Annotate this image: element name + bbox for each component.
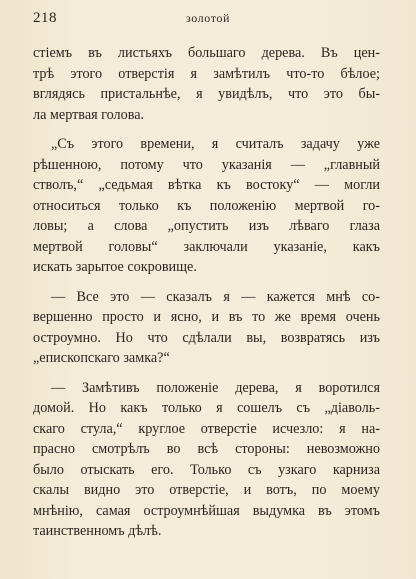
- text-line: было отыскать его. Только съ узкаго карниза: [33, 461, 380, 478]
- page-number: 218: [33, 10, 57, 26]
- text-line: ловы; а слова „опустить изъ лѣваго глаза: [33, 218, 380, 234]
- text-line: скалы видно это отверстіе, и вотъ, по моему: [33, 482, 380, 498]
- text-line: домой. Но какъ только я сошелъ съ „діаволь-: [33, 400, 380, 416]
- text-line: относиться только къ положенію мертвой го-: [33, 197, 380, 214]
- text-line: „епископскаго замка?“: [33, 350, 170, 366]
- text-line: „Съ этого времени, я считалъ задачу уже: [51, 136, 380, 152]
- text-line: ла мертвая голова.: [33, 106, 145, 123]
- text-line: трѣ этого отверстія я замѣтилъ что-то бѣлое;: [33, 65, 380, 82]
- text-line: остроумно. Но что сдѣлали вы, возвратясь изъ: [33, 329, 380, 346]
- text-line: стіемъ въ листьяхъ большаго дерева. Въ цен-: [33, 45, 380, 61]
- text-line: мнѣнію, самая остроумнѣйшая выдумка въ этомъ: [33, 502, 380, 519]
- paragraph-4: [33, 378, 380, 542]
- text-line: рѣшенною, потому что указанія — „главный: [33, 156, 380, 173]
- paragraph-1: [33, 43, 380, 125]
- paragraph-2: [33, 134, 380, 278]
- text-line: искать зарытое сокровище.: [33, 259, 197, 275]
- text-line: — Все это — сказалъ я — кажется мнѣ со-: [51, 288, 380, 305]
- text-line: мертвой головы“ заключали указаніе, какъ: [33, 238, 380, 255]
- text-line: прасно смотрѣлъ во всѣ стороны: невозможно: [33, 441, 380, 457]
- text-line: таинственномъ дѣлѣ.: [33, 523, 162, 539]
- running-head: золотой: [185, 11, 231, 25]
- text-line: — Замѣтивъ положеніе дерева, я воротился: [51, 379, 380, 396]
- page-body: [33, 43, 380, 551]
- text-line: вершенно просто и ясно, и въ то же время очень: [33, 309, 380, 325]
- text-line: вглядясь пристальнѣе, я увидѣлъ, что это бы-: [33, 86, 380, 102]
- paragraph-3: [33, 287, 380, 369]
- text-line: стволъ,“ „седьмая вѣтка къ востоку“ — могли: [33, 177, 380, 193]
- text-line: скаго стула,“ круглое отверстіе исчезло: я на-: [33, 420, 380, 437]
- page-header: [33, 10, 383, 32]
